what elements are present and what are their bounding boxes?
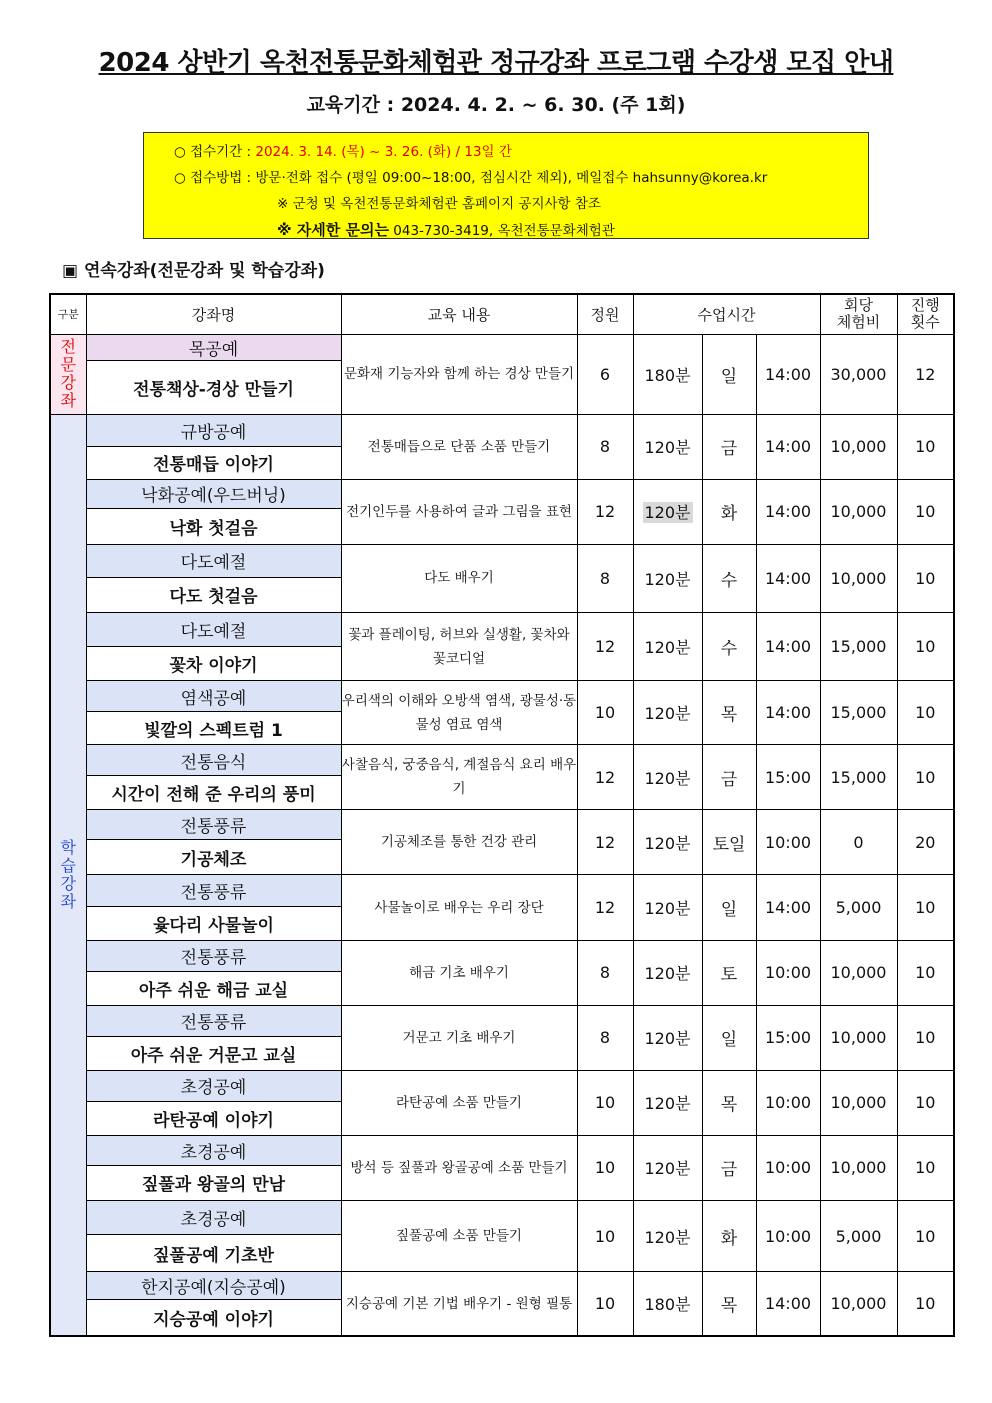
course-duration: 180분 xyxy=(633,334,702,414)
course-capacity: 12 xyxy=(577,479,633,544)
course-time: 14:00 xyxy=(756,334,820,414)
notice-period: ○ 접수기간 : 2024. 3. 14. (목) ~ 3. 26. (화) / 13일 간 xyxy=(174,144,512,160)
course-content: 짚풀공예 소품 만들기 xyxy=(341,1201,577,1272)
course-content: 거문고 기초 배우기 xyxy=(341,1005,577,1070)
header-schedule: 수업시간 xyxy=(633,294,820,334)
course-time: 14:00 xyxy=(756,414,820,479)
course-name: 윷다리 사물놀이 xyxy=(86,906,341,940)
course-time: 15:00 xyxy=(756,1005,820,1070)
course-count: 20 xyxy=(897,810,954,875)
course-name: 시간이 전해 준 우리의 풍미 xyxy=(86,776,341,810)
course-content: 다도 배우기 xyxy=(341,544,577,612)
course-category: 전통풍류 xyxy=(86,940,341,971)
course-fee: 15,000 xyxy=(820,681,897,745)
course-content: 꽃과 플레이팅, 허브와 실생활, 꽃차와 꽃코디얼 xyxy=(341,613,577,681)
course-name: 전통매듭 이야기 xyxy=(86,446,341,479)
table-row xyxy=(50,414,954,446)
table-row xyxy=(50,1272,954,1300)
course-day: 목 xyxy=(702,1272,756,1336)
course-fee: 5,000 xyxy=(820,1201,897,1272)
header-count: 진행 횟수 xyxy=(897,294,954,334)
course-count: 10 xyxy=(897,1070,954,1135)
course-duration: 120분 xyxy=(633,875,702,940)
table-row xyxy=(50,613,954,647)
course-category: 전통풍류 xyxy=(86,810,341,840)
course-name: 전통책상-경상 만들기 xyxy=(86,360,341,414)
header-division: 구분 xyxy=(50,294,86,334)
course-fee: 10,000 xyxy=(820,544,897,612)
header-course: 강좌명 xyxy=(86,294,341,334)
course-capacity: 8 xyxy=(577,544,633,612)
course-table xyxy=(49,293,955,1337)
table-row xyxy=(50,681,954,712)
header-capacity: 정원 xyxy=(577,294,633,334)
course-time: 10:00 xyxy=(756,1135,820,1200)
course-content: 라탄공예 소품 만들기 xyxy=(341,1070,577,1135)
course-day: 화 xyxy=(702,479,756,544)
table-row xyxy=(50,334,954,360)
course-content: 기공체조를 통한 건강 관리 xyxy=(341,810,577,875)
course-count: 12 xyxy=(897,334,954,414)
course-day: 일 xyxy=(702,334,756,414)
course-name: 짚풀과 왕골의 만남 xyxy=(86,1165,341,1200)
course-day: 수 xyxy=(702,544,756,612)
course-category: 초경공예 xyxy=(86,1201,341,1235)
course-time: 14:00 xyxy=(756,479,820,544)
course-content: 해금 기초 배우기 xyxy=(341,940,577,1005)
course-name: 짚풀공예 기초반 xyxy=(86,1235,341,1272)
course-time: 14:00 xyxy=(756,1272,820,1336)
division-pro: 전 문 강 좌 xyxy=(50,334,86,414)
course-fee: 30,000 xyxy=(820,334,897,414)
course-content: 전통매듭으로 단품 소품 만들기 xyxy=(341,414,577,479)
course-capacity: 10 xyxy=(577,1201,633,1272)
course-capacity: 8 xyxy=(577,414,633,479)
course-category: 규방공예 xyxy=(86,414,341,446)
course-category: 전통풍류 xyxy=(86,875,341,906)
course-name: 아주 쉬운 거문고 교실 xyxy=(86,1036,341,1070)
course-day: 금 xyxy=(702,1135,756,1200)
course-duration: 120분 xyxy=(633,414,702,479)
course-fee: 10,000 xyxy=(820,479,897,544)
course-capacity: 12 xyxy=(577,613,633,681)
course-day: 금 xyxy=(702,745,756,810)
course-category: 초경공예 xyxy=(86,1135,341,1165)
course-time: 10:00 xyxy=(756,1070,820,1135)
course-time: 10:00 xyxy=(756,1201,820,1272)
course-fee: 10,000 xyxy=(820,414,897,479)
course-fee: 10,000 xyxy=(820,1070,897,1135)
table-row xyxy=(50,810,954,840)
course-category: 염색공예 xyxy=(86,681,341,712)
course-name: 지승공예 이야기 xyxy=(86,1300,341,1336)
course-category: 한지공예(지승공예) xyxy=(86,1272,341,1300)
course-duration: 120분 xyxy=(633,1070,702,1135)
course-capacity: 10 xyxy=(577,1070,633,1135)
course-count: 10 xyxy=(897,544,954,612)
course-capacity: 10 xyxy=(577,1135,633,1200)
table-row xyxy=(50,875,954,906)
course-day: 목 xyxy=(702,681,756,745)
course-time: 10:00 xyxy=(756,810,820,875)
course-time: 15:00 xyxy=(756,745,820,810)
course-fee: 10,000 xyxy=(820,1005,897,1070)
section-title: ▣ 연속강좌(전문강좌 및 학습강좌) xyxy=(62,261,325,281)
course-category: 다도예절 xyxy=(86,613,341,647)
course-name: 라탄공예 이야기 xyxy=(86,1101,341,1135)
course-category: 목공예 xyxy=(86,334,341,360)
course-capacity: 12 xyxy=(577,810,633,875)
course-duration: 120분 xyxy=(633,810,702,875)
notice-contact: ※ 자세한 문의는 043-730-3419, 옥천전통문화체험관 xyxy=(277,221,615,239)
course-fee: 15,000 xyxy=(820,745,897,810)
course-duration: 120분 xyxy=(633,1005,702,1070)
table-row xyxy=(50,1201,954,1235)
course-content: 전기인두를 사용하여 글과 그림을 표현 xyxy=(341,479,577,544)
course-fee: 0 xyxy=(820,810,897,875)
course-duration: 120분 xyxy=(633,613,702,681)
course-time: 14:00 xyxy=(756,681,820,745)
course-count: 10 xyxy=(897,479,954,544)
header-content: 교육 내용 xyxy=(341,294,577,334)
course-name: 기공체조 xyxy=(86,840,341,875)
course-name: 아주 쉬운 해금 교실 xyxy=(86,971,341,1005)
course-duration: 180분 xyxy=(633,1272,702,1336)
table-row xyxy=(50,745,954,776)
course-content: 문화재 기능자와 함께 하는 경상 만들기 xyxy=(341,334,577,414)
course-day: 수 xyxy=(702,613,756,681)
table-row xyxy=(50,1005,954,1036)
division-learn: 학 습 강 좌 xyxy=(50,414,86,1336)
course-content: 우리색의 이해와 오방색 염색, 광물성·동물성 염료 염색 xyxy=(341,681,577,745)
course-capacity: 12 xyxy=(577,875,633,940)
course-day: 일 xyxy=(702,875,756,940)
course-category: 전통풍류 xyxy=(86,1005,341,1036)
course-category: 초경공예 xyxy=(86,1070,341,1101)
course-content: 사물놀이로 배우는 우리 장단 xyxy=(341,875,577,940)
course-name: 다도 첫걸음 xyxy=(86,577,341,612)
course-time: 14:00 xyxy=(756,544,820,612)
table-body xyxy=(50,334,954,1336)
course-fee: 10,000 xyxy=(820,940,897,1005)
course-duration: 120분 xyxy=(633,1135,702,1200)
course-count: 10 xyxy=(897,1272,954,1336)
course-capacity: 6 xyxy=(577,334,633,414)
course-count: 10 xyxy=(897,940,954,1005)
table-row xyxy=(50,479,954,508)
course-category: 다도예절 xyxy=(86,544,341,577)
course-fee: 5,000 xyxy=(820,875,897,940)
notice-reference: ※ 군청 및 옥천전통문화체험관 홈페이지 공지사항 참조 xyxy=(277,196,601,212)
course-day: 목 xyxy=(702,1070,756,1135)
course-day: 화 xyxy=(702,1201,756,1272)
course-duration: 120분 xyxy=(633,745,702,810)
header-fee: 회당 체험비 xyxy=(820,294,897,334)
course-day: 금 xyxy=(702,414,756,479)
course-capacity: 10 xyxy=(577,1272,633,1336)
notice-method: ○ 접수방법 : 방문·전화 접수 (평일 09:00~18:00, 점심시간 제외), 메일접수 hahsunny@korea.kr xyxy=(174,170,768,186)
course-count: 10 xyxy=(897,1201,954,1272)
course-duration: 120분 xyxy=(633,681,702,745)
page-title: 2024 상반기 옥천전통문화체험관 정규강좌 프로그램 수강생 모집 안내 xyxy=(98,48,894,78)
course-fee: 15,000 xyxy=(820,613,897,681)
course-name: 빛깔의 스펙트럼 1 xyxy=(86,712,341,745)
course-capacity: 12 xyxy=(577,745,633,810)
course-duration: 120분 xyxy=(633,1201,702,1272)
course-fee: 10,000 xyxy=(820,1272,897,1336)
notice-box xyxy=(143,132,869,239)
education-period: 교육기간 : 2024. 4. 2. ~ 6. 30. (주 1회) xyxy=(306,94,686,116)
course-count: 10 xyxy=(897,414,954,479)
course-count: 10 xyxy=(897,745,954,810)
course-count: 10 xyxy=(897,681,954,745)
course-content: 사찰음식, 궁중음식, 계절음식 요리 배우기 xyxy=(341,745,577,810)
course-time: 14:00 xyxy=(756,875,820,940)
course-count: 10 xyxy=(897,613,954,681)
course-count: 10 xyxy=(897,875,954,940)
course-day: 토일 xyxy=(702,810,756,875)
course-duration: 120분 xyxy=(633,544,702,612)
course-content: 방석 등 짚풀과 왕골공예 소품 만들기 xyxy=(341,1135,577,1200)
course-category: 낙화공예(우드버닝) xyxy=(86,479,341,508)
course-time: 10:00 xyxy=(756,940,820,1005)
course-fee: 10,000 xyxy=(820,1135,897,1200)
course-name: 낙화 첫걸음 xyxy=(86,508,341,544)
course-duration: 120분 xyxy=(633,479,702,544)
course-count: 10 xyxy=(897,1135,954,1200)
course-category: 전통음식 xyxy=(86,745,341,776)
course-capacity: 8 xyxy=(577,940,633,1005)
table-row xyxy=(50,940,954,971)
table-row xyxy=(50,1070,954,1101)
course-day: 토 xyxy=(702,940,756,1005)
course-day: 일 xyxy=(702,1005,756,1070)
course-name: 꽃차 이야기 xyxy=(86,647,341,681)
course-capacity: 8 xyxy=(577,1005,633,1070)
course-duration: 120분 xyxy=(633,940,702,1005)
table-row xyxy=(50,1135,954,1165)
table-row xyxy=(50,544,954,577)
course-count: 10 xyxy=(897,1005,954,1070)
course-capacity: 10 xyxy=(577,681,633,745)
course-time: 14:00 xyxy=(756,613,820,681)
table-header xyxy=(50,294,954,334)
course-content: 지승공예 기본 기법 배우기 - 원형 필통 xyxy=(341,1272,577,1336)
